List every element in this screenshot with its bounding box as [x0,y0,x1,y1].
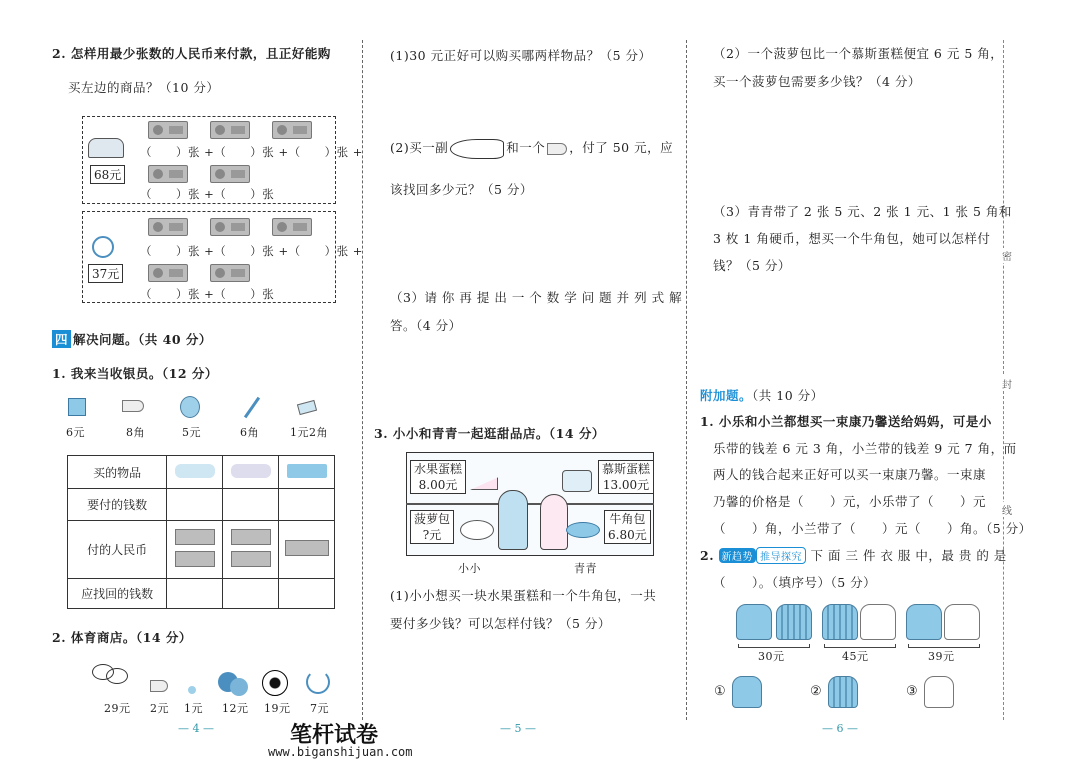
shuttlecock-bear-icon [175,464,215,478]
sport-price-1: 29元 [104,702,131,715]
shuttlecock-icon [122,400,144,412]
extra-heading [700,386,824,404]
name-xiaoxiao: 小小 [458,562,481,575]
side-mark-1: 密 [1002,248,1012,263]
table-cell[interactable] [167,489,223,521]
hoodie-blue-icon [736,604,772,640]
option-2-label[interactable]: ② [810,684,823,699]
option-3-hoodie-icon[interactable] [924,676,954,708]
s2-text-line2: 买一个菠萝包需要多少钱？（4 分） [713,74,921,89]
q2-text-line1: 2. 怎样用最少张数的人民币来付款，且正好能购 [52,46,331,61]
sport-price-3: 1元 [184,702,203,715]
table-cell [279,456,335,489]
side-mark-3: 线 [1002,502,1012,517]
cloth-price-1: 30元 [758,650,785,663]
e2-question: 下 面 三 件 衣 服 中，最 贵 的 是 [810,548,1007,563]
s3-text-line3: 钱？（5 分） [713,258,791,273]
page-number-6: — 6 — [822,722,858,735]
banknote-50 [210,121,250,139]
s3-text-line2: 3 枚 1 角硬币，想买一个牛角包，她可以怎样付 [713,231,991,246]
hoodie-striped-icon [822,604,858,640]
croissant-price: 6.80元 [608,528,647,542]
table-cell[interactable] [279,489,335,521]
pineapple-bun-label [410,510,454,544]
e1-text-line4: 乃馨的价格是（ ）元，小乐带了（ ）元 [713,494,987,509]
jump-rope-icon [306,670,330,694]
mousse-cake-name: 慕斯蛋糕 [602,462,651,476]
p3-text-line1: （3）请 你 再 提 出 一 个 数 学 问 题 并 列 式 解 [390,290,683,305]
option-1-hoodie-icon[interactable] [732,676,762,708]
banknote-10 [148,165,188,183]
sport-price-2: 2元 [150,702,169,715]
count-row-1: （ ）张 +（ ）张 +（ ）张 + [140,145,363,159]
p2-text [390,138,673,159]
banknote-5 [210,165,250,183]
page-number-4: — 4 — [178,722,214,735]
section-number: 四 [52,330,71,348]
item-price-3: 5元 [182,426,201,439]
sport-price-6: 7元 [310,702,329,715]
table-row-label: 应找回的钱数 [68,579,167,609]
hoodie-white-icon [944,604,980,640]
item-price-2: 8角 [126,426,145,439]
teddy-bear-icon [180,396,200,418]
item-price-1: 6元 [66,426,85,439]
q2-text-line2: 买左边的商品？（10 分） [68,80,220,95]
option-2-hoodie-icon[interactable] [828,676,858,708]
e2-number: 2. [700,548,715,563]
banknote-5b [210,264,250,282]
count-row-3: （ ）张 +（ ）张 +（ ）张 + [140,244,363,258]
table-cell [167,456,223,489]
s2-text-line1: （2）一个菠萝包比一个慕斯蛋糕便宜 6 元 5 角， [713,46,1004,61]
table-cell [223,456,279,489]
q1-text: 1. 我来当收银员。（12 分） [52,366,218,381]
name-qingqing: 青青 [574,562,597,575]
hoodie-blue-icon [906,604,942,640]
shuttlecock-icon [547,143,567,155]
pineapple-bun-price: ?元 [422,528,442,542]
banknote-10b [148,264,188,282]
side-mark-2: 封 [1002,376,1012,391]
child-qingqing [540,494,568,550]
brand-url: www.biganshijuan.com [268,745,413,759]
s1-text-line1: (1)小小想买一块水果蛋糕和一个牛角包，一共 [390,588,657,603]
banknote-100 [148,121,188,139]
cube-icon [68,398,86,416]
pencil-shuttlecock-icon [231,464,271,478]
bread-icon [460,520,494,540]
mousse-cake-icon [562,470,592,492]
count-row-2: （ ）张 +（ ）张 [140,187,275,201]
clock-price: 37元 [88,264,123,283]
p1-text: (1)30 元正好可以购买哪两样物品？（5 分） [390,48,652,63]
table-cell[interactable] [279,579,335,609]
rackets-icon [450,139,504,159]
e1-text-line5: （ ）角，小兰带了（ ）元（ ）角。（5 分） [713,521,1032,536]
mousse-cake-price: 13.00元 [602,478,650,492]
fruit-cake-name: 水果蛋糕 [414,462,463,476]
item-price-4: 6角 [240,426,259,439]
table-cell [279,521,335,579]
option-1-label[interactable]: ① [714,684,727,699]
e1-text-line2: 乐带的钱差 6 元 3 角，小兰带的钱差 9 元 7 角，而 [713,441,1017,456]
p2-text-line2: 该找回多少元？（5 分） [390,182,533,197]
s3-text-line1: （3）青青带了 2 张 5 元、2 张 1 元、1 张 5 角和 [713,204,1012,219]
p3-text-line2: 答。（4 分） [390,318,462,333]
page-number-5: — 5 — [500,722,536,735]
eraser-icon [297,400,317,415]
section-4-heading [52,330,212,348]
shoes-icon [88,138,124,158]
soccer-ball-icon [262,670,288,696]
e1-text-line3: 两人的钱合起来正好可以买一束康乃馨。一束康 [713,467,987,482]
fruit-cake-label [410,460,466,494]
s1-text-line2: 要付多少钱？可以怎样付钱？（5 分） [390,616,611,631]
hoodie-striped-icon [776,604,812,640]
pencil-icon [244,397,260,418]
croissant-icon [566,522,600,538]
sport-price-4: 12元 [222,702,249,715]
alarm-clock-icon [92,236,114,258]
p2-part-a: (2)买一副 [390,140,449,155]
croissant-name: 牛角包 [609,512,646,526]
option-3-label[interactable]: ③ [906,684,919,699]
banknote-100b [148,218,188,236]
table-cell[interactable] [223,489,279,521]
banknote-20 [272,121,312,139]
table-cell[interactable] [167,579,223,609]
table-cell[interactable] [223,579,279,609]
ping-pong-paddle-icon [230,678,248,696]
reasoning-tag: 推导探究 [756,547,806,564]
table-cell [167,521,223,579]
q3-text: 3. 小小和青青一起逛甜品店。（14 分） [374,426,605,441]
fruit-cake-price: 8.00元 [418,478,458,492]
section-title: 解决问题。（共 40 分） [73,332,212,347]
new-trend-tag: 新趋势 [719,548,757,563]
shop-shelf [406,503,654,505]
croissant-label [604,510,651,544]
extra-score: （共 10 分） [752,388,824,403]
e2-text-line2: （ ）。（填序号）（5 分） [713,575,877,590]
child-xiaoxiao [498,490,528,550]
table-row-label: 付的人民币 [68,521,167,579]
brand-logo: 笔杆试卷 [290,723,379,748]
cashier-table [67,455,335,609]
ping-pong-ball-icon [188,686,196,694]
count-row-4: （ ）张 +（ ）张 [140,287,275,301]
column-separator-1 [362,40,363,720]
e1-text-line1: 1. 小乐和小兰都想买一束康乃馨送给妈妈，可是小 [700,414,992,429]
mousse-cake-label [598,460,654,494]
banknote-50b [210,218,250,236]
cube-eraser-icon [287,464,327,478]
table-row-label: 买的物品 [68,456,167,489]
q2b-text: 2. 体育商店。（14 分） [52,630,192,645]
sport-price-5: 19元 [264,702,291,715]
shuttlecock-icon [150,680,168,692]
extra-title: 附加题。 [700,388,753,403]
badminton-racket-icon [106,668,128,684]
column-separator-2 [686,40,687,720]
cloth-price-3: 39元 [928,650,955,663]
shoes-price: 68元 [90,165,125,184]
table-row-label: 要付的钱数 [68,489,167,521]
p2-part-c: ，付了 50 元，应 [569,140,674,155]
table-cell [223,521,279,579]
item-price-5: 1元2角 [290,426,328,439]
pineapple-bun-name: 菠萝包 [414,512,451,526]
cloth-price-2: 45元 [842,650,869,663]
banknote-20b [272,218,312,236]
p2-part-b: 和一个 [506,140,546,155]
hoodie-white-icon [860,604,896,640]
e2-text-line1 [700,546,1007,564]
